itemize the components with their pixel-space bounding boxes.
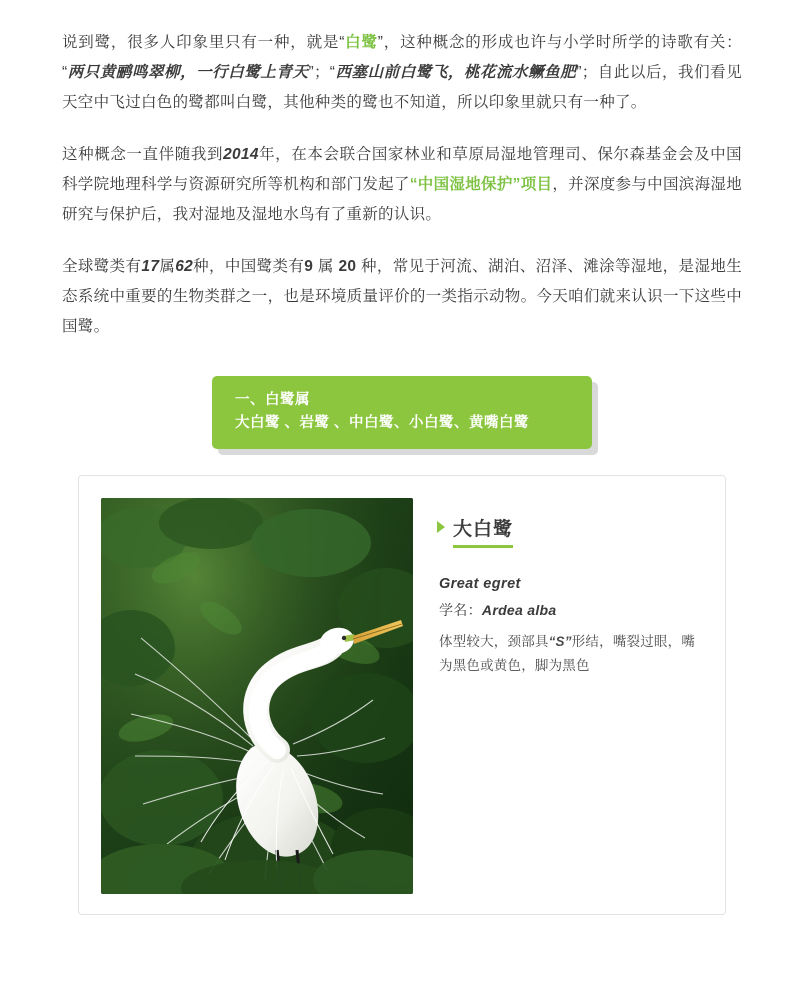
text-segment: ”；“ [308, 64, 336, 81]
year-2014: 2014 [223, 146, 259, 163]
poem-quote-1: 两只黄鹂鸣翠柳，一行白鹭上青天 [67, 64, 309, 81]
text-segment: 种，常见于河流、湖泊、沼泽、滩涂等湿地，是湿地生态系统中重要的生物类群之一，也是环境质量评价的一类指示动物。今天咱们就来认识一下这些中国鹭。 [62, 258, 742, 335]
species-english-name: Great egret [439, 576, 521, 592]
text-segment: 说到鹭，很多人印象里只有一种，就是“ [62, 34, 345, 51]
number-9: 9 [304, 258, 314, 275]
description-part: 体型较大，颈部具 [439, 634, 549, 649]
text-segment: ”；自此以后，我们看见天空中飞过白色的鹭都叫白鹭，其他种类的鹭也不知道，所以印象里就只有一种了。 [62, 64, 742, 111]
scientific-label: 学名： [439, 602, 482, 618]
paragraph-3 [62, 252, 742, 342]
text-segment: 种，中国鹭类有 [193, 258, 305, 275]
text-segment: ”，这种概念的形成也许与小学时所学的诗歌有关：“ [62, 34, 742, 81]
text-segment: 年，在本会联合国家林业和草原局湿地管理司、保尔森基金会及中国科学院地理科学与资源研究所等机构和部门发起了 [62, 146, 742, 193]
project-name-suffix: 项目 [520, 176, 553, 193]
highlight-baillu: 白鹭 [344, 34, 378, 51]
section-heading-band [212, 376, 592, 449]
species-title: 大白鹭 [453, 514, 513, 548]
species-info [439, 498, 703, 892]
paragraph-2 [62, 140, 742, 230]
description-part: 形结，嘴裂过眼，嘴为黑色或黄色，脚为黑色 [439, 634, 696, 673]
species-scientific-row [439, 600, 703, 620]
species-description [439, 630, 703, 678]
paragraph-1 [62, 28, 742, 118]
text-segment: 这种概念一直伴随我到 [62, 146, 224, 163]
section-heading-wrap [62, 376, 742, 449]
number-17: 17 [141, 258, 160, 275]
description-s-shape: “S” [548, 634, 572, 649]
text-segment: 全球鹭类有 [62, 258, 142, 275]
text-segment: 属 [313, 258, 339, 275]
scientific-name: Ardea alba [481, 602, 557, 618]
number-20: 20 [338, 258, 357, 275]
section-species-list: 大白鹭 、岩鹭 、中白鹭、小白鹭、黄嘴白鹭 [235, 415, 530, 431]
text-segment: ，并深度参与中国滨海湿地研究与保护后，我对湿地及湿地水鸟有了重新的认识。 [62, 176, 742, 223]
project-name: “中国湿地保护” [409, 176, 521, 193]
text-segment: 属 [159, 258, 176, 275]
poem-quote-2: 西塞山前白鹭飞，桃花流水鳜鱼肥 [335, 64, 577, 81]
species-photo [101, 498, 413, 894]
species-card [78, 475, 726, 915]
section-index-title: 一、白鹭属 [235, 392, 310, 408]
number-62: 62 [175, 258, 194, 275]
